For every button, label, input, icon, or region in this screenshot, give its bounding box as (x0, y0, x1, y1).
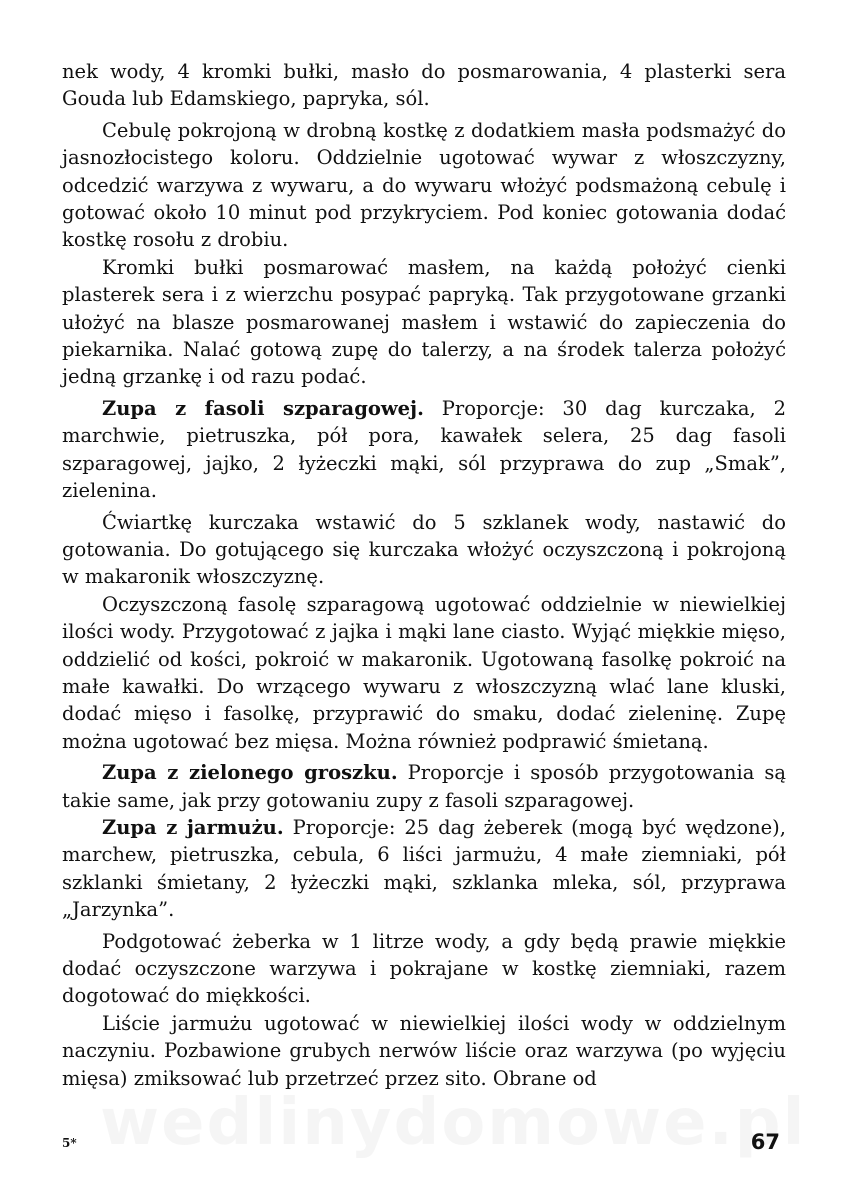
paragraph-text: Proporcje: 25 dag żeberek (mogą być wędzone), marchew, pietruszka, cebula, 6 liści jarmużu, 4 małe ziemniaki, pół szklanki śmietany, 2 łyżeczki mąki, szklanka mleka, sól, przyprawa „Jarzynka”. (62, 815, 786, 922)
paragraph-bean-prep (62, 591, 786, 755)
recipe-green-pea-soup (62, 759, 786, 814)
paragraph-text: Cebulę pokrojoną w drobną kostkę z dodatkiem masła podsmażyć do jasnozłocistego koloru. Oddzielnie ugotować wywar z włoszczyzny, odcedzić warzywa z wywaru, a do wywaru włożyć podsmażoną cebulę i gotować około 10 minut pod przykryciem. Pod koniec gotowania dodać kostkę rosołu z drobiu. (62, 118, 786, 252)
page-body (62, 58, 786, 1092)
recipe-heading: Zupa z fasoli szparagowej. (102, 396, 424, 420)
paragraph-text: Liście jarmużu ugotować w niewielkiej ilości wody w oddzielnym naczyniu. Pozbawione grubych nerwów liście oraz warzywa (po wyjęciu mięsa) zmiksować lub przetrzeć przez sito. Obrane od (62, 1011, 786, 1090)
paragraph-chicken-prep (62, 509, 786, 591)
recipe-heading: Zupa z zielonego groszku. (102, 761, 398, 785)
paragraph-ribs-prep (62, 928, 786, 1010)
paragraph-text: Kromki bułki posmarować masłem, na każdą położyć cienki plasterek sera i z wierzchu posypać papryką. Tak przygotowane grzanki ułożyć na blasze posmarowanej masłem i wstawić do zapieczenia do piekarnika. Nalać gotową zupę do talerzy, a na środek talerza położyć jedną grzankę i od razu podać. (62, 255, 786, 389)
printer-signature: 5* (62, 1136, 77, 1150)
paragraph-text: Podgotować żeberka w 1 litrze wody, a gdy będą prawie miękkie dodać oczyszczone warzywa i pokrajane w kostkę ziemniaki, razem dogotować do miękkości. (62, 929, 786, 1008)
page-footer (62, 1128, 786, 1168)
paragraph-ingredients-continued (62, 58, 786, 113)
paragraph-text: Ćwiartkę kurczaka wstawić do 5 szklanek wody, nastawić do gotowania. Do gotującego się kurczaka włożyć oczyszczoną i pokrojoną w makaronik włoszczyznę. (62, 510, 786, 589)
page-number: 67 (750, 1130, 780, 1154)
recipe-green-bean-soup (62, 395, 786, 505)
paragraph-text: Proporcje i sposób przygotowania są takie same, jak przy gotowaniu zupy z fasoli szparagowej. (62, 761, 787, 812)
recipe-heading: Zupa z jarmużu. (102, 815, 284, 839)
paragraph-text: Proporcje: 30 dag kurczaka, 2 marchwie, pietruszka, pół pora, kawałek selera, 25 dag fasoli szparagowej, jajko, 2 łyżeczki mąki, sól przyprawa do zup „Smak”, zielenina. (62, 396, 786, 503)
recipe-kale-soup (62, 814, 786, 924)
paragraph-text: nek wody, 4 kromki bułki, masło do posmarowania, 4 plasterki sera Gouda lub Edamskiego, papryka, sól. (62, 60, 786, 111)
paragraph-kale-prep (62, 1010, 786, 1092)
paragraph-onion-prep (62, 117, 786, 254)
paragraph-toast-prep (62, 254, 786, 391)
paragraph-text: Oczyszczoną fasolę szparagową ugotować oddzielnie w niewielkiej ilości wody. Przygotować z jajka i mąki lane ciasto. Wyjąć miękkie mięso, oddzielić od kości, pokroić w makaronik. Ugotowaną fasolkę pokroić na małe kawałki. Do wrzącego wywaru z włoszczyzną wlać lane kluski, dodać mięso i fasolkę, przyprawić do smaku, dodać zieleninę. Zupę można ugotować bez mięsa. Można również podprawić śmietaną. (62, 592, 786, 753)
